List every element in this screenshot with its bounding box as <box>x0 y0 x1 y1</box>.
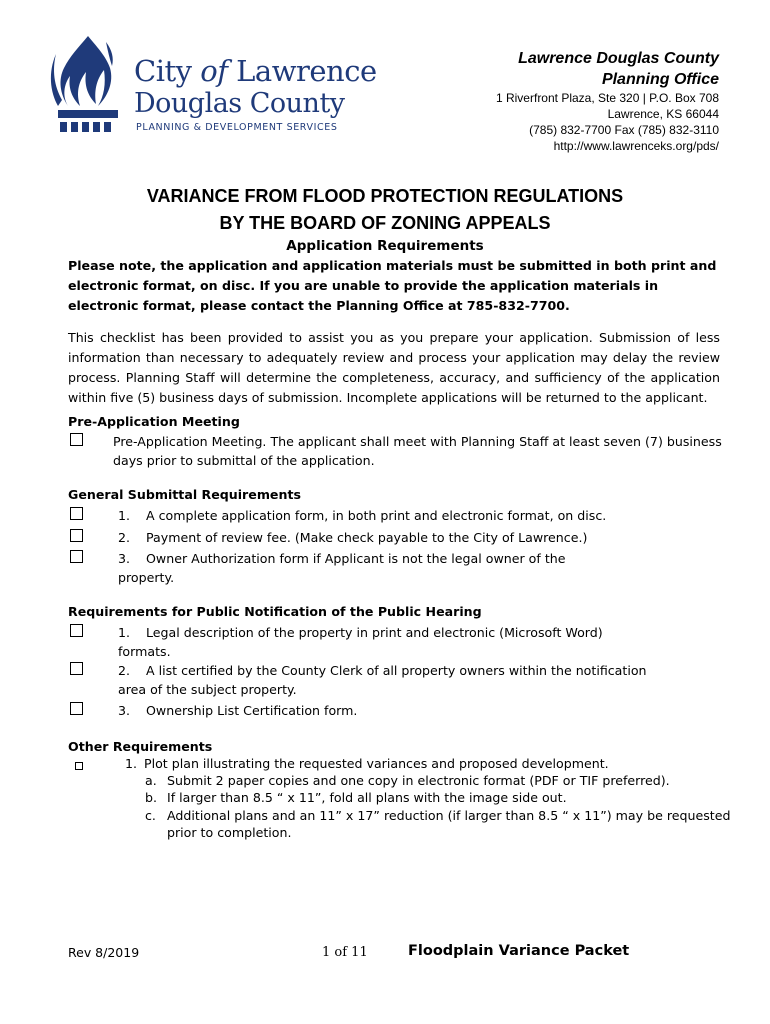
other-subitem-b: b. If larger than 8.5 “ x 11”, fold all plans with the image side out. <box>145 790 567 805</box>
other-item-1: 1. Plot plan illustrating the requested variances and proposed development. <box>125 756 609 771</box>
office-name-line1: Lawrence Douglas County <box>518 50 719 67</box>
pre-application-checkbox[interactable] <box>70 433 83 446</box>
office-contact-block <box>496 48 719 154</box>
application-requirements-heading: Application Requirements <box>286 238 484 254</box>
office-url-link[interactable]: http://www.lawrenceks.org/pds/ <box>553 139 719 153</box>
notice-item-2-checkbox[interactable] <box>70 662 83 675</box>
footer-page-number: 1 of 11 <box>322 945 368 960</box>
notice-item-1: 1. Legal description of the property in print and electronic (Microsoft Word) <box>118 625 603 640</box>
office-address1: 1 Riverfront Plaza, Ste 320 | P.O. Box 708 <box>495 91 719 105</box>
submission-note: Please note, the application and application materials must be submitted in both print and electronic format, on disc. If you are unable to provide the application materials in electronic format, please contact the Planning Office at 785-832-7700. <box>68 258 717 313</box>
other-subitem-c-cont: prior to completion. <box>167 825 292 840</box>
office-address2: Lawrence, KS 66044 <box>607 107 719 121</box>
logo-department: PLANNING & DEVELOPMENT SERVICES <box>136 122 338 133</box>
notice-item-2: 2. A list certified by the County Clerk of all property owners within the notification <box>118 663 647 678</box>
public-notification-heading: Requirements for Public Notification of the Public Hearing <box>68 604 482 619</box>
office-name-line2: Planning Office <box>601 71 719 88</box>
notice-item-2-cont: area of the subject property. <box>118 682 297 697</box>
general-item-2: 2. Payment of review fee. (Make check payable to the City of Lawrence.) <box>118 530 588 545</box>
logo-county-name: Douglas County <box>134 88 345 119</box>
notice-item-3-checkbox[interactable] <box>70 702 83 715</box>
flame-emblem-icon <box>48 34 128 138</box>
document-title-line2: BY THE BOARD OF ZONING APPEALS <box>219 213 551 233</box>
general-item-1-checkbox[interactable] <box>70 507 83 520</box>
logo-city-name: City of Lawrence <box>134 54 377 88</box>
general-item-3: 3. Owner Authorization form if Applicant is not the legal owner of the <box>118 551 566 566</box>
notice-item-3: 3. Ownership List Certification form. <box>118 703 358 718</box>
general-submittal-heading: General Submittal Requirements <box>68 487 301 502</box>
general-item-3-checkbox[interactable] <box>70 550 83 563</box>
pre-application-text-line2: days prior to submittal of the application. <box>113 453 375 468</box>
intro-paragraph: This checklist has been provided to assist you as you prepare your application. Submission of less information than necessary to adequately review and process your application may delay the review process. Planning Staff will determine the completeness, accuracy, and sufficiency of the application within five (5) business days of submission. Incomplete applications will be returned to the applicant. <box>68 330 720 405</box>
general-item-1: 1. A complete application form, in both print and electronic format, on disc. <box>118 508 607 523</box>
pre-application-text-line1: Pre-Application Meeting. The applicant shall meet with Planning Staff at least seven (7) business <box>113 434 722 449</box>
document-title-line1: VARIANCE FROM FLOOD PROTECTION REGULATIONS <box>146 186 624 206</box>
general-item-2-checkbox[interactable] <box>70 529 83 542</box>
city-logo <box>48 34 377 138</box>
office-phone-fax: (785) 832-7700 Fax (785) 832-3110 <box>529 123 719 137</box>
notice-item-1-cont: formats. <box>118 644 171 659</box>
other-subitem-c: c. Additional plans and an 11” x 17” reduction (if larger than 8.5 “ x 11”) may be requested <box>145 808 731 823</box>
footer-packet-name: Floodplain Variance Packet <box>408 943 630 959</box>
other-subitem-a: a. Submit 2 paper copies and one copy in electronic format (PDF or TIF preferred). <box>145 773 670 788</box>
pre-application-heading: Pre-Application Meeting <box>68 414 240 429</box>
other-item-1-checkbox[interactable] <box>75 762 83 770</box>
notice-item-1-checkbox[interactable] <box>70 624 83 637</box>
general-item-3-cont: property. <box>118 570 175 585</box>
other-requirements-heading: Other Requirements <box>68 739 213 754</box>
footer-revision: Rev 8/2019 <box>68 945 140 960</box>
